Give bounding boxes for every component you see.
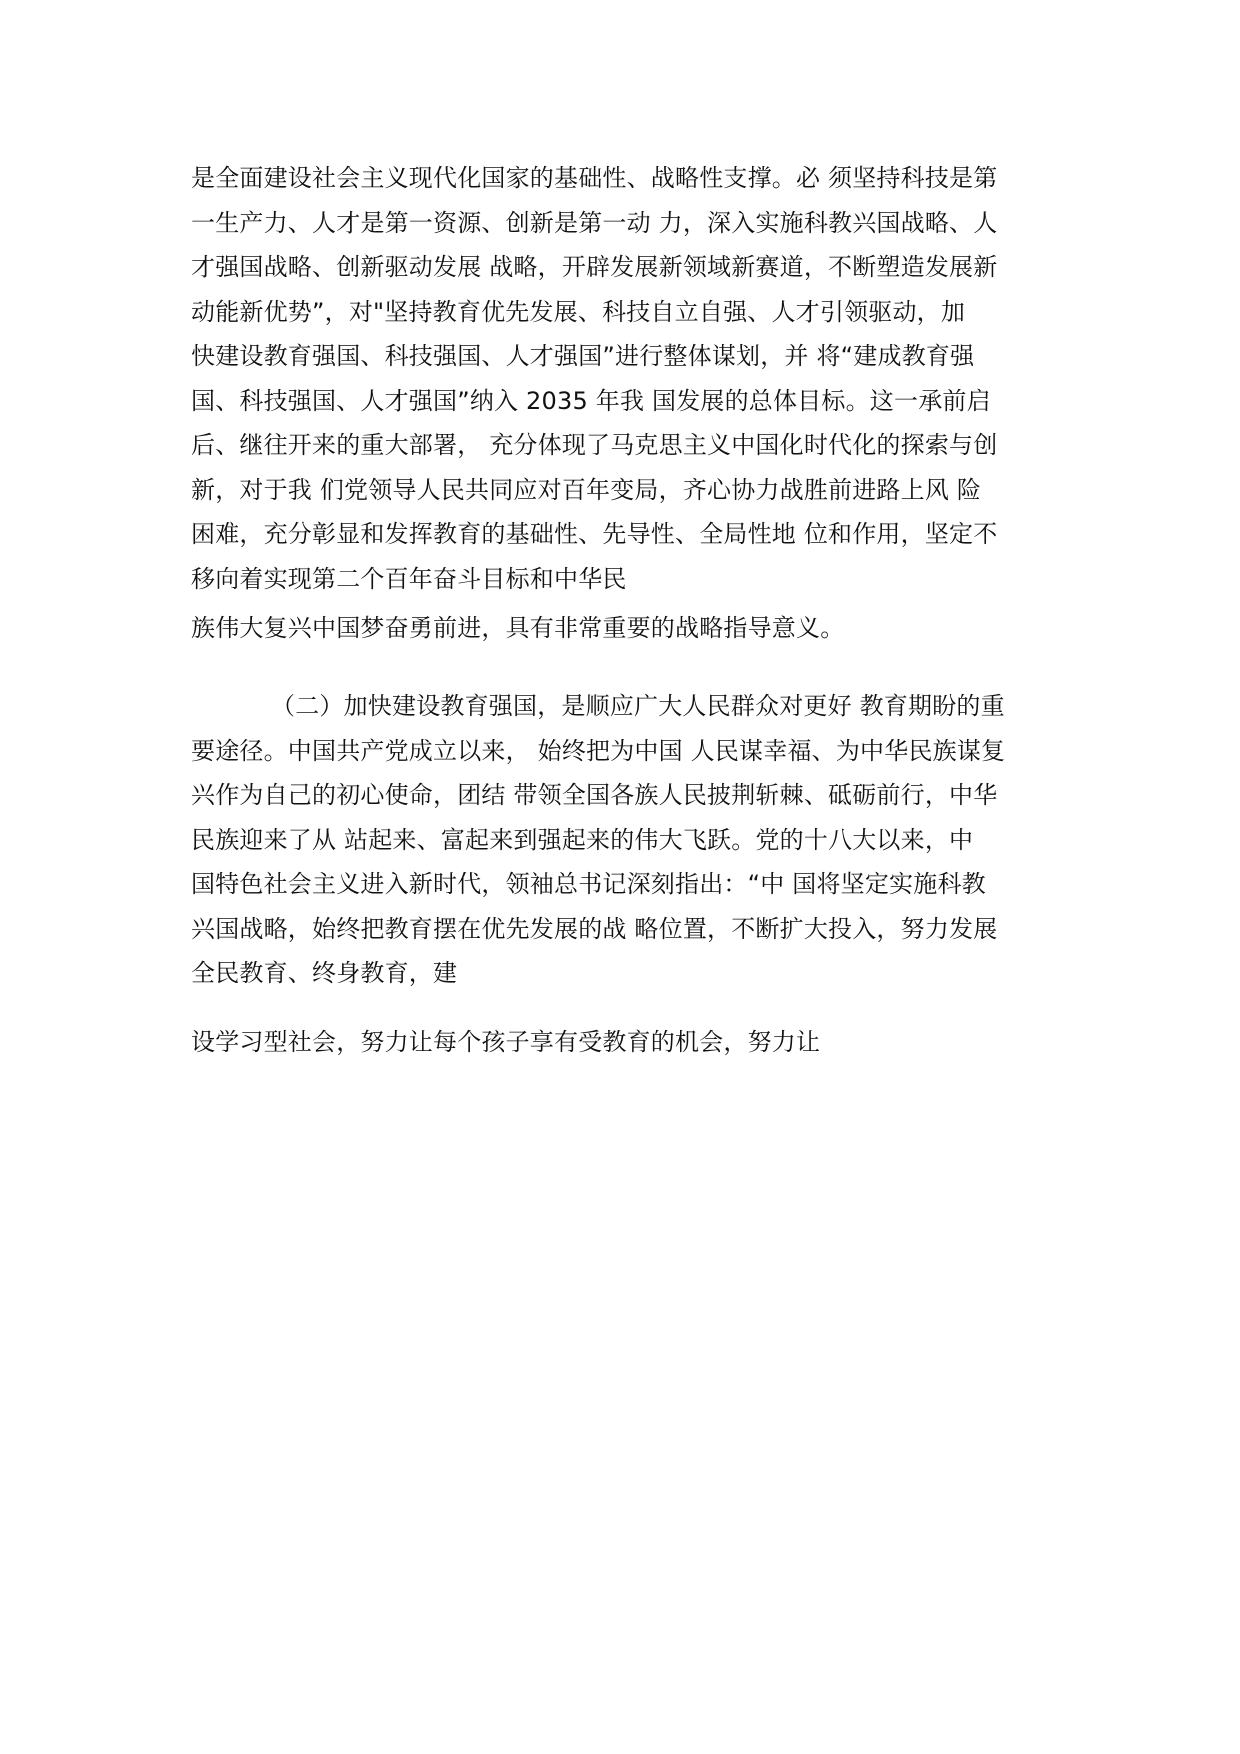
paragraph-1-tail	[191, 606, 1061, 651]
text-line: 才强国战略、创新驱动发展 战略，开辟发展新领域新赛道，不断塑造发展新	[191, 253, 998, 281]
text-line: 兴国战略，始终把教育摆在优先发展的战 略位置，不断扩大投入，努力发展	[191, 914, 998, 943]
text-line: 国特色社会主义进入新时代，领袖总书记深刻指出：“中 国将坚定实施科教	[191, 870, 986, 898]
text-line: 困难，充分彰显和发挥教育的基础性、先导性、全局性地 位和作用，坚定不	[191, 520, 998, 548]
text-line: 移向着实现第二个百年奋斗目标和中华民	[191, 564, 627, 593]
text-line: 民族迎来了从 站起来、富起来到强起来的伟大飞跃。党的十八大以来，中	[191, 825, 974, 854]
text-line: 要途径。中国共产党成立以来， 始终把为中国 人民谋幸福、为中华民族谋复	[191, 736, 1006, 765]
text-line: 快建设教育强国、科技强国、人才强国”进行整体谋划，并 将“建成教育强	[191, 342, 975, 370]
text-line: 族伟大复兴中国梦奋勇前进，具有非常重要的战略指导意义。	[191, 614, 845, 642]
text-line: 后、继往开来的重大部署， 充分体现了马克思主义中国化时代化的探索与创	[191, 431, 998, 459]
text-line: （二）加快建设教育强国，是顺应广大人民群众对更好 教育期盼的重	[271, 692, 1005, 720]
text-line: 新，对于我 们党领导人民共同应对百年变局，齐心协力战胜前进路上风 险	[191, 475, 982, 504]
text-line: 一生产力、人才是第一资源、创新是第一动 力，深入实施科教兴国战略、人	[191, 208, 998, 237]
text-line: 国、科技强国、人才强国”纳入 2035 年我 国发展的总体目标。这一承前启	[191, 386, 991, 415]
text-line: 全民教育、终身教育，建	[191, 959, 458, 987]
text-line: 设学习型社会，努力让每个孩子享有受教育的机会，努力让	[191, 1028, 821, 1056]
paragraph-2	[191, 684, 1061, 996]
text-line: 动能新优势”，对"坚持教育优先发展、科技自立自强、人才引领驱动，加	[191, 297, 966, 326]
text-line: 兴作为自己的初心使命，团结 带领全国各族人民披荆斩棘、砥砺前行，中华	[191, 781, 998, 809]
paragraph-2-tail	[191, 1020, 1061, 1065]
text-line: 是全面建设社会主义现代化国家的基础性、战略性支撑。必 须坚持科技是第	[191, 164, 998, 192]
paragraph-1	[191, 156, 1061, 601]
